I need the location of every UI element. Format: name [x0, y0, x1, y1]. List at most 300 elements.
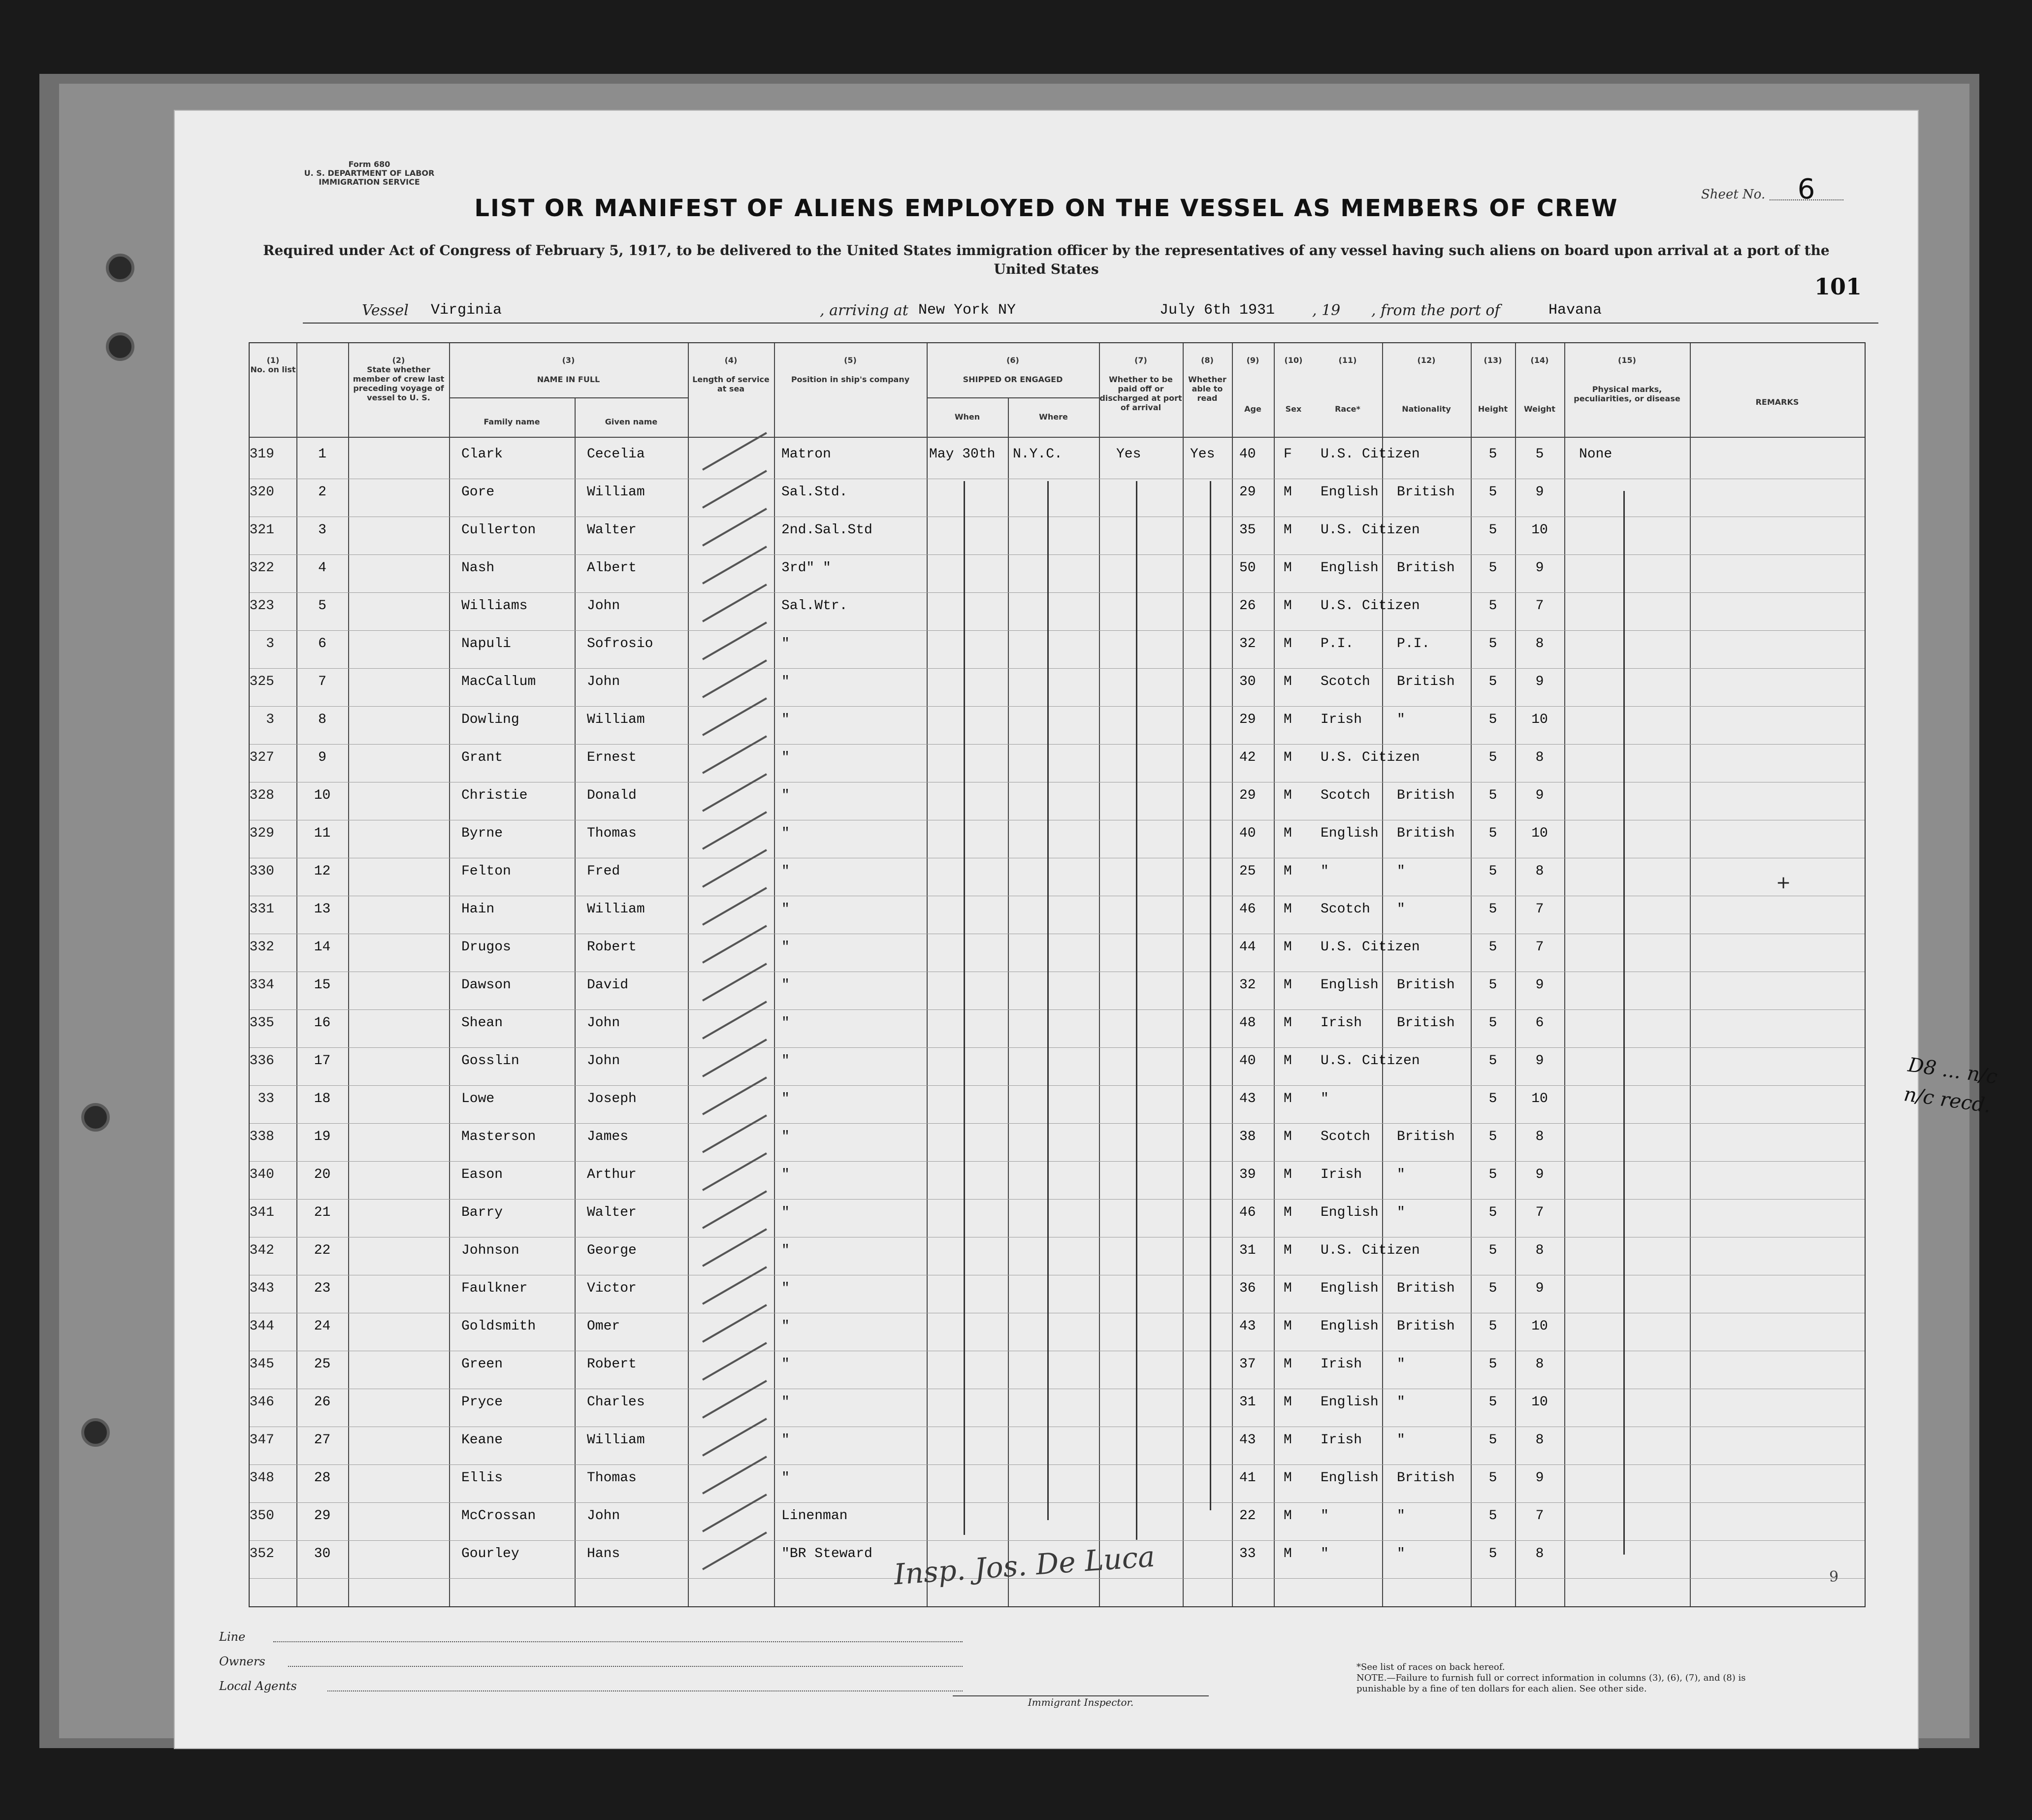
cell-race: English [1321, 1205, 1379, 1220]
col-header-age: Age [1244, 404, 1261, 414]
cell-family: Gore [461, 485, 495, 500]
cell-age: 35 [1239, 522, 1256, 538]
cell-weight: 8 [1535, 1432, 1544, 1448]
col-header-physical-marks: Physical marks, peculiarities, or disease [1574, 385, 1680, 403]
cell-weight: 9 [1535, 1281, 1544, 1296]
cell-race: English [1321, 1470, 1379, 1486]
cell-weight: 10 [1531, 522, 1548, 538]
cell-age: 37 [1239, 1357, 1256, 1372]
cell-age: 26 [1239, 598, 1256, 614]
cell-height: 5 [1488, 1546, 1497, 1561]
service-check-mark [702, 1114, 767, 1153]
cell-position: " [781, 788, 790, 803]
cell-sex: M [1284, 1395, 1292, 1410]
cell-race: U.S. Citizen [1321, 940, 1420, 955]
cell-family: Clark [461, 447, 503, 462]
cell-no: 8 [318, 712, 326, 727]
cell-height: 5 [1488, 1243, 1497, 1258]
cell-race: Irish [1321, 1167, 1362, 1182]
cell-given: Joseph [587, 1091, 637, 1106]
cell-family: MacCallum [461, 674, 536, 689]
cell-position: " [781, 1281, 790, 1296]
cell-weight: 10 [1531, 712, 1548, 727]
cell-race: " [1321, 864, 1329, 879]
cell-position: " [781, 940, 790, 955]
cell-age: 29 [1239, 788, 1256, 803]
cell-sex: M [1284, 1167, 1292, 1182]
cell-given: Cecelia [587, 447, 645, 462]
cell-nat: British [1397, 1015, 1455, 1031]
cell-position: Linenman [781, 1508, 848, 1524]
cell-no: 6 [318, 636, 326, 651]
margin-line-number: 321 [249, 522, 274, 538]
service-check-mark [702, 621, 767, 660]
cell-position: " [781, 826, 790, 841]
from-label: , from the port of [1371, 302, 1500, 319]
cell-race: English [1321, 977, 1379, 993]
cell-height: 5 [1488, 1508, 1497, 1524]
cell-sex: M [1284, 1091, 1292, 1106]
cell-position: Matron [781, 447, 831, 462]
cell-no: 27 [314, 1432, 331, 1448]
margin-line-number: 345 [249, 1357, 274, 1372]
cell-sex: M [1284, 977, 1292, 993]
cell-given: Albert [587, 560, 637, 576]
cell-sex: M [1284, 750, 1292, 765]
col-header-name: NAME IN FULL [537, 375, 600, 384]
page-subtitle: Required under Act of Congress of February 5, 1917, to be delivered to the United States immigration officer by the representatives of any vessel having such aliens on board upon arrival at a port of the United States [263, 242, 1830, 277]
col-num-8: (8) [1201, 356, 1214, 365]
remarks-plus-mark: + [1776, 873, 1791, 893]
margin-line-number: 3 [266, 636, 274, 651]
cell-weight: 7 [1535, 940, 1544, 955]
service-check-mark [702, 1228, 767, 1267]
cell-nat: British [1397, 1129, 1455, 1144]
cell-given: Donald [587, 788, 637, 803]
cell-sex: M [1284, 864, 1292, 879]
cell-nat: " [1397, 1508, 1405, 1524]
margin-line-number: 328 [249, 788, 274, 803]
col-header-read: Whether able to read [1188, 375, 1226, 403]
service-check-mark [702, 1531, 767, 1570]
cell-age: 32 [1239, 977, 1256, 993]
service-check-mark [702, 1494, 767, 1532]
cell-height: 5 [1488, 712, 1497, 727]
margin-line-number: 347 [249, 1432, 274, 1448]
cell-weight: 9 [1535, 1167, 1544, 1182]
cell-height: 5 [1488, 1053, 1497, 1069]
cell-family: Gourley [461, 1546, 519, 1561]
vessel-label: Vessel [362, 302, 409, 319]
cell-race: " [1321, 1546, 1329, 1561]
cell-position: " [781, 1129, 790, 1144]
cell-race: U.S. Citizen [1321, 750, 1420, 765]
margin-line-number: 346 [249, 1395, 274, 1410]
cell-family: Felton [461, 864, 511, 879]
cell-given: James [587, 1129, 629, 1144]
cell-height: 5 [1488, 1091, 1497, 1106]
cell-position: " [781, 977, 790, 993]
cell-family: Christie [461, 788, 528, 803]
cell-no: 30 [314, 1546, 331, 1561]
col-num-11: (11) [1338, 356, 1357, 365]
service-check-mark [702, 735, 767, 774]
service: IMMIGRATION SERVICE [319, 177, 420, 187]
col-num-2: (2) [392, 356, 405, 365]
cell-weight: 5 [1535, 447, 1544, 462]
cell-given: Charles [587, 1395, 645, 1410]
col-header-when: When [954, 412, 980, 422]
cell-family: Johnson [461, 1243, 519, 1258]
cell-height: 5 [1488, 447, 1497, 462]
cell-sex: M [1284, 636, 1292, 651]
cell-family: Hain [461, 902, 495, 917]
cell-sex: M [1284, 1546, 1292, 1561]
cell-no: 4 [318, 560, 326, 576]
cell-no: 21 [314, 1205, 331, 1220]
cell-sex: F [1284, 447, 1292, 462]
cell-age: 43 [1239, 1319, 1256, 1334]
col-header-height: Height [1478, 404, 1508, 414]
cell-height: 5 [1488, 1015, 1497, 1031]
cell-family: Green [461, 1357, 503, 1372]
cell-weight: 7 [1535, 598, 1544, 614]
cell-position: "BR Steward [781, 1546, 872, 1561]
col-header-previous-voyage: State whether member of crew last preceding voyage of vessel to U. S. [353, 365, 445, 402]
cell-age: 31 [1239, 1395, 1256, 1410]
col-header-remarks: REMARKS [1755, 397, 1799, 407]
col-num-4: (4) [724, 356, 738, 365]
inspector-signature: Insp. Jos. De Luca [893, 1539, 1156, 1592]
cell-given: John [587, 674, 620, 689]
cell-position: " [781, 1432, 790, 1448]
margin-line-number: 350 [249, 1508, 274, 1524]
cell-no: 12 [314, 864, 331, 879]
form-number: Form 680 [348, 160, 390, 169]
arriving-port: New York NY [918, 302, 1016, 319]
cell-height: 5 [1488, 1470, 1497, 1486]
cell-age: 48 [1239, 1015, 1256, 1031]
cell-position: " [781, 1015, 790, 1031]
col-header-shipped: SHIPPED OR ENGAGED [963, 375, 1063, 384]
cell-race: English [1321, 1395, 1379, 1410]
col-num-9: (9) [1246, 356, 1259, 365]
cell-sex: M [1284, 1357, 1292, 1372]
service-check-mark [702, 1076, 767, 1115]
cell-position: " [781, 902, 790, 917]
sheet-number-label: Sheet No. [1701, 187, 1766, 202]
cell-age: 22 [1239, 1508, 1256, 1524]
margin-line-number: 323 [249, 598, 274, 614]
cell-no: 26 [314, 1395, 331, 1410]
cell-race: Irish [1321, 1015, 1362, 1031]
cell-sex: M [1284, 560, 1292, 576]
service-check-mark [702, 546, 767, 584]
col-num-15: (15) [1618, 356, 1636, 365]
cell-no: 7 [318, 674, 326, 689]
cell-given: John [587, 1053, 620, 1069]
cell-family: Goldsmith [461, 1319, 536, 1334]
footer-note-races: *See list of races on back hereof. [1356, 1662, 1505, 1672]
cell-height: 5 [1488, 560, 1497, 576]
cell-weight: 8 [1535, 1129, 1544, 1144]
cell-nat: " [1397, 1357, 1405, 1372]
cell-sex: M [1284, 1319, 1292, 1334]
binder-hole [81, 1418, 110, 1447]
cell-given: John [587, 1015, 620, 1031]
cell-weight: 9 [1535, 1470, 1544, 1486]
cell-position: " [781, 1243, 790, 1258]
cell-family: Williams [461, 598, 528, 614]
col-header-sex: Sex [1285, 404, 1302, 414]
cell-race: English [1321, 485, 1379, 500]
cell-no: 25 [314, 1357, 331, 1372]
corner-mark: 9 [1829, 1568, 1839, 1586]
manifest-sheet [175, 111, 1918, 1748]
service-check-mark [702, 659, 767, 698]
cell-weight: 10 [1531, 1395, 1548, 1410]
cell-family: Barry [461, 1205, 503, 1220]
col-num-1: (1) [266, 356, 280, 365]
cell-race: Scotch [1321, 788, 1370, 803]
margin-line-number: 338 [249, 1129, 274, 1144]
cell-no: 20 [314, 1167, 331, 1182]
cell-family: Faulkner [461, 1281, 528, 1296]
cell-no: 17 [314, 1053, 331, 1069]
cell-family: McCrossan [461, 1508, 536, 1524]
footer-agents-label: Local Agents [219, 1679, 297, 1693]
cell-position: 2nd.Sal.Std [781, 522, 872, 538]
cell-race: U.S. Citizen [1321, 1053, 1420, 1069]
sheet-number-value: 6 [1770, 180, 1843, 200]
cell-no: 28 [314, 1470, 331, 1486]
cell-given: George [587, 1243, 637, 1258]
cell-height: 5 [1488, 1205, 1497, 1220]
cell-position: " [781, 674, 790, 689]
cell-nat: British [1397, 485, 1455, 500]
cell-no: 22 [314, 1243, 331, 1258]
service-check-mark [702, 963, 767, 1001]
cell-no: 23 [314, 1281, 331, 1296]
cell-family: Ellis [461, 1470, 503, 1486]
department: U. S. DEPARTMENT OF LABOR [304, 168, 435, 178]
cell-no: 16 [314, 1015, 331, 1031]
cell-position: " [781, 1470, 790, 1486]
col-num-3: (3) [562, 356, 575, 365]
cell-given: Victor [587, 1281, 637, 1296]
cell-race: Scotch [1321, 902, 1370, 917]
margin-line-number: 348 [249, 1470, 274, 1486]
cell-no: 13 [314, 902, 331, 917]
cell-race: U.S. Citizen [1321, 522, 1420, 538]
cell-age: 33 [1239, 1546, 1256, 1561]
col-header-service: Length of service at sea [692, 375, 770, 393]
margin-line-number: 329 [249, 826, 274, 841]
cell-race: English [1321, 1319, 1379, 1334]
margin-line-number: 319 [249, 447, 274, 462]
cell-nat: " [1397, 1167, 1405, 1182]
cell-given: Thomas [587, 1470, 637, 1486]
footer-owners-label: Owners [219, 1655, 265, 1668]
cell-position: " [781, 864, 790, 879]
service-check-mark [702, 773, 767, 812]
cell-race: English [1321, 826, 1379, 841]
service-check-mark [702, 1039, 767, 1077]
cell-sex: M [1284, 1281, 1292, 1296]
service-check-mark [702, 1304, 767, 1342]
margin-handwritten-note: D8 ... n/c n/c recd. [1902, 1053, 1999, 1118]
cell-position: Sal.Std. [781, 485, 848, 500]
cell-sex: M [1284, 674, 1292, 689]
cell-age: 43 [1239, 1432, 1256, 1448]
cell-nat: P.I. [1397, 636, 1430, 651]
ditto-line-when [964, 481, 965, 1535]
cell-weight: 7 [1535, 902, 1544, 917]
page-title: LIST OR MANIFEST OF ALIENS EMPLOYED ON THE VESSEL AS MEMBERS OF CREW [474, 195, 1618, 222]
cell-sex: M [1284, 1470, 1292, 1486]
cell-paid: Yes [1116, 447, 1141, 462]
cell-position: " [781, 1357, 790, 1372]
cell-position: 3rd" " [781, 560, 831, 576]
cell-no: 18 [314, 1091, 331, 1106]
cell-no: 19 [314, 1129, 331, 1144]
footer-note [1356, 1662, 1775, 1694]
stamped-page-number: 101 [1814, 273, 1862, 300]
cell-family: Nash [461, 560, 495, 576]
margin-line-number: 325 [249, 674, 274, 689]
cell-weight: 9 [1535, 485, 1544, 500]
cell-nat: " [1397, 712, 1405, 727]
cell-weight: 8 [1535, 750, 1544, 765]
cell-family: Cullerton [461, 522, 536, 538]
col-header-position: Position in ship's company [791, 375, 910, 384]
margin-line-number: 340 [249, 1167, 274, 1182]
cell-position: " [781, 1205, 790, 1220]
cell-sex: M [1284, 788, 1292, 803]
service-check-mark [702, 887, 767, 925]
cell-family: Napuli [461, 636, 511, 651]
margin-line-number: 322 [249, 560, 274, 576]
cell-height: 5 [1488, 636, 1497, 651]
cell-nat: " [1397, 864, 1405, 879]
cell-weight: 8 [1535, 1546, 1544, 1561]
cell-sex: M [1284, 1205, 1292, 1220]
arrival-date: July 6th 1931 [1160, 302, 1275, 319]
cell-weight: 8 [1535, 864, 1544, 879]
cell-position: Sal.Wtr. [781, 598, 848, 614]
service-check-mark [702, 584, 767, 622]
margin-line-number: 344 [249, 1319, 274, 1334]
cell-sex: M [1284, 522, 1292, 538]
cell-family: Gosslin [461, 1053, 519, 1069]
cell-height: 5 [1488, 674, 1497, 689]
ditto-line-marks [1623, 491, 1625, 1555]
binder-hole [81, 1103, 110, 1132]
cell-position: " [781, 1395, 790, 1410]
cell-height: 5 [1488, 977, 1497, 993]
cell-no: 2 [318, 485, 326, 500]
cell-no: 9 [318, 750, 326, 765]
cell-position: " [781, 750, 790, 765]
cell-given: John [587, 1508, 620, 1524]
cell-given: William [587, 712, 645, 727]
cell-age: 25 [1239, 864, 1256, 879]
cell-race: U.S. Citizen [1321, 1243, 1420, 1258]
cell-position: " [781, 712, 790, 727]
cell-age: 50 [1239, 560, 1256, 576]
col-num-12: (12) [1417, 356, 1436, 365]
cell-sex: M [1284, 1015, 1292, 1031]
service-check-mark [702, 1266, 767, 1304]
margin-line-number: 320 [249, 485, 274, 500]
cell-given: Fred [587, 864, 620, 879]
margin-line-number: 352 [249, 1546, 274, 1561]
cell-marks: None [1579, 447, 1613, 462]
cell-weight: 7 [1535, 1508, 1544, 1524]
cell-age: 44 [1239, 940, 1256, 955]
cell-nat: British [1397, 560, 1455, 576]
cell-race: U.S. Citizen [1321, 447, 1420, 462]
margin-line-number: 330 [249, 864, 274, 879]
cell-nat: " [1397, 1546, 1405, 1561]
cell-nat: British [1397, 826, 1455, 841]
cell-race: " [1321, 1508, 1329, 1524]
cell-age: 40 [1239, 826, 1256, 841]
service-check-mark [702, 849, 767, 887]
cell-race: English [1321, 1281, 1379, 1296]
cell-age: 31 [1239, 1243, 1256, 1258]
margin-line-number: 33 [258, 1091, 274, 1106]
cell-given: Walter [587, 1205, 637, 1220]
cell-family: Pryce [461, 1395, 503, 1410]
margin-line-number: 331 [249, 902, 274, 917]
binder-hole [106, 254, 134, 282]
cell-height: 5 [1488, 1319, 1497, 1334]
cell-age: 40 [1239, 1053, 1256, 1069]
col-header-paid-off: Whether to be paid off or discharged at port of arrival [1099, 375, 1182, 412]
ditto-line-read [1210, 481, 1211, 1510]
cell-height: 5 [1488, 750, 1497, 765]
cell-age: 43 [1239, 1091, 1256, 1106]
cell-height: 5 [1488, 826, 1497, 841]
col-num-5: (5) [844, 356, 857, 365]
col-header-race: Race* [1335, 404, 1360, 414]
service-check-mark [702, 811, 767, 849]
service-check-mark [702, 1342, 767, 1380]
cell-race: P.I. [1321, 636, 1354, 651]
cell-family: Masterson [461, 1129, 536, 1144]
cell-height: 5 [1488, 1167, 1497, 1182]
cell-position: " [781, 1319, 790, 1334]
cell-weight: 9 [1535, 977, 1544, 993]
cell-no: 29 [314, 1508, 331, 1524]
cell-sex: M [1284, 1053, 1292, 1069]
cell-sex: M [1284, 940, 1292, 955]
cell-height: 5 [1488, 902, 1497, 917]
cell-height: 5 [1488, 940, 1497, 955]
cell-family: Byrne [461, 826, 503, 841]
cell-given: Sofrosio [587, 636, 653, 651]
cell-position: " [781, 1167, 790, 1182]
cell-race: Irish [1321, 1357, 1362, 1372]
cell-family: Lowe [461, 1091, 495, 1106]
cell-no: 3 [318, 522, 326, 538]
cell-height: 5 [1488, 1129, 1497, 1144]
cell-nat: British [1397, 977, 1455, 993]
cell-nat: " [1397, 1395, 1405, 1410]
cell-family: Eason [461, 1167, 503, 1182]
cell-race: Irish [1321, 1432, 1362, 1448]
